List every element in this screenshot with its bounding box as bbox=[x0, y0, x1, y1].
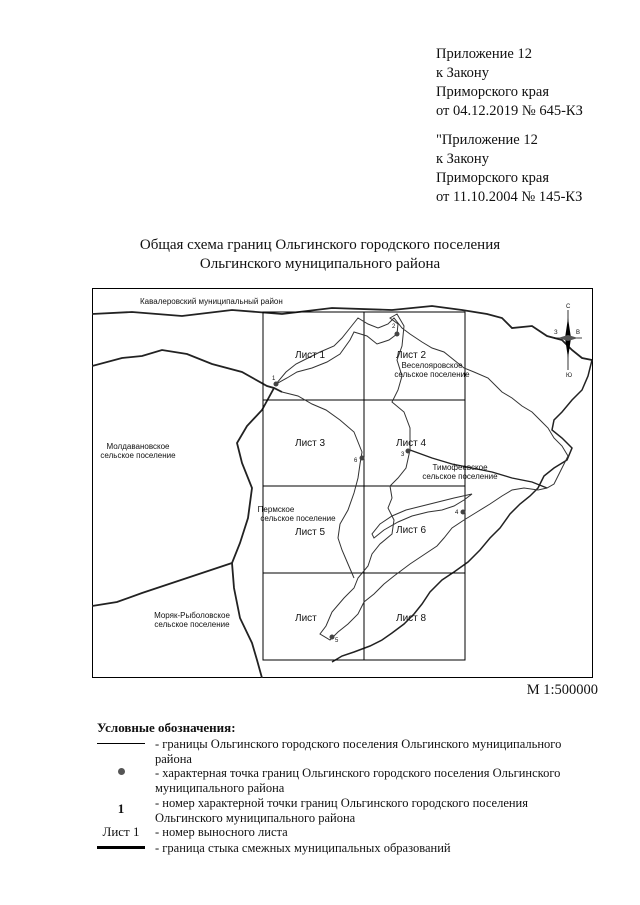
region-label-timofeevskoe: Тимофеевское bbox=[432, 463, 488, 472]
legend-point-number-symbol: 1 bbox=[117, 801, 125, 816]
region-label-moryak: Моряк-Рыболовское bbox=[154, 611, 230, 620]
compass-east-label: В bbox=[576, 330, 581, 336]
boundary-point-1 bbox=[274, 382, 279, 387]
region-label-kavalerovsky: Кавалеровский муниципальный район bbox=[140, 297, 283, 306]
region-label-moldavanovskoe: Молдавановское bbox=[106, 442, 170, 451]
legend-thin-line-icon bbox=[95, 743, 147, 744]
point-label-3: 3 bbox=[401, 452, 405, 458]
annex-line: "Приложение 12 bbox=[436, 132, 538, 148]
sheet-label-7: Лист bbox=[295, 613, 317, 624]
annex-line: к Закону bbox=[436, 65, 489, 81]
boundary-point-4 bbox=[461, 510, 466, 515]
sheet-label-2: Лист 2 bbox=[396, 350, 427, 361]
legend-title: Условные обозначения: bbox=[97, 720, 236, 735]
map-scale: М 1:500000 bbox=[526, 682, 598, 698]
map-title-line2: Ольгинского муниципального района bbox=[199, 256, 441, 272]
legend-thick-line-icon bbox=[95, 846, 147, 849]
annex-header-original bbox=[436, 131, 582, 207]
sheet-label-5: Лист 5 bbox=[295, 527, 326, 538]
legend-sheet-symbol: Лист 1 bbox=[102, 824, 140, 839]
region-label-timofeevskoe: сельское поселение bbox=[422, 472, 498, 481]
legend-text: - номер выносного листа bbox=[155, 825, 288, 839]
point-label-4: 4 bbox=[455, 510, 459, 516]
annex-line: Приложение 12 bbox=[436, 46, 532, 62]
boundary-point-2 bbox=[395, 332, 400, 337]
compass-west-label: З bbox=[554, 330, 558, 336]
sheet-label-4: Лист 4 bbox=[396, 438, 427, 449]
legend-text: - граница стыка смежных муниципальных образований bbox=[155, 841, 451, 855]
annex-line: от 04.12.2019 № 645-КЗ bbox=[436, 103, 583, 119]
sheet-label-8: Лист 8 bbox=[396, 613, 427, 624]
boundary-point-5 bbox=[330, 635, 335, 640]
sheet-label-6: Лист 6 bbox=[396, 525, 427, 536]
point-label-6: 6 bbox=[354, 458, 358, 464]
boundary-point-3 bbox=[406, 449, 411, 454]
boundary-point-6 bbox=[360, 456, 365, 461]
legend-text: - номер характерной точки границ Ольгинского городского поселения Ольгинского муниципального района bbox=[155, 796, 528, 825]
legend-text: - границы Ольгинского городского поселения Ольгинского муниципального района bbox=[155, 737, 562, 766]
region-label-veselyarovskoe: сельское поселение bbox=[394, 370, 470, 379]
region-label-veselyarovskoe: Веселояровское bbox=[401, 361, 463, 370]
point-label-1: 1 bbox=[272, 376, 276, 382]
annex-line: Приморского края bbox=[436, 170, 550, 186]
region-label-moldavanovskoe: сельское поселение bbox=[100, 451, 176, 460]
sheet-label-1: Лист 1 bbox=[295, 350, 326, 361]
annex-line: от 11.10.2004 № 145-КЗ bbox=[436, 189, 583, 205]
region-label-permskoe: сельское поселение bbox=[260, 514, 336, 523]
compass-south-label: Ю bbox=[566, 373, 573, 379]
region-label-moryak: сельское поселение bbox=[154, 620, 230, 629]
annex-line: Приморского края bbox=[436, 84, 550, 100]
annex-line: к Закону bbox=[436, 151, 489, 167]
point-label-5: 5 bbox=[335, 638, 339, 644]
sheet-label-3: Лист 3 bbox=[295, 438, 326, 449]
region-label-permskoe: Пермское bbox=[257, 505, 295, 514]
legend-text: - характерная точка границ Ольгинского городского поселения Ольгинского муниципального района bbox=[155, 766, 561, 795]
annex-header-current bbox=[436, 45, 583, 121]
compass-north-label: С bbox=[566, 304, 571, 310]
point-label-2: 2 bbox=[392, 324, 396, 330]
legend-point-icon bbox=[95, 768, 147, 775]
boundary-map bbox=[92, 288, 593, 678]
map-title-line1: Общая схема границ Ольгинского городского поселения bbox=[139, 237, 501, 253]
